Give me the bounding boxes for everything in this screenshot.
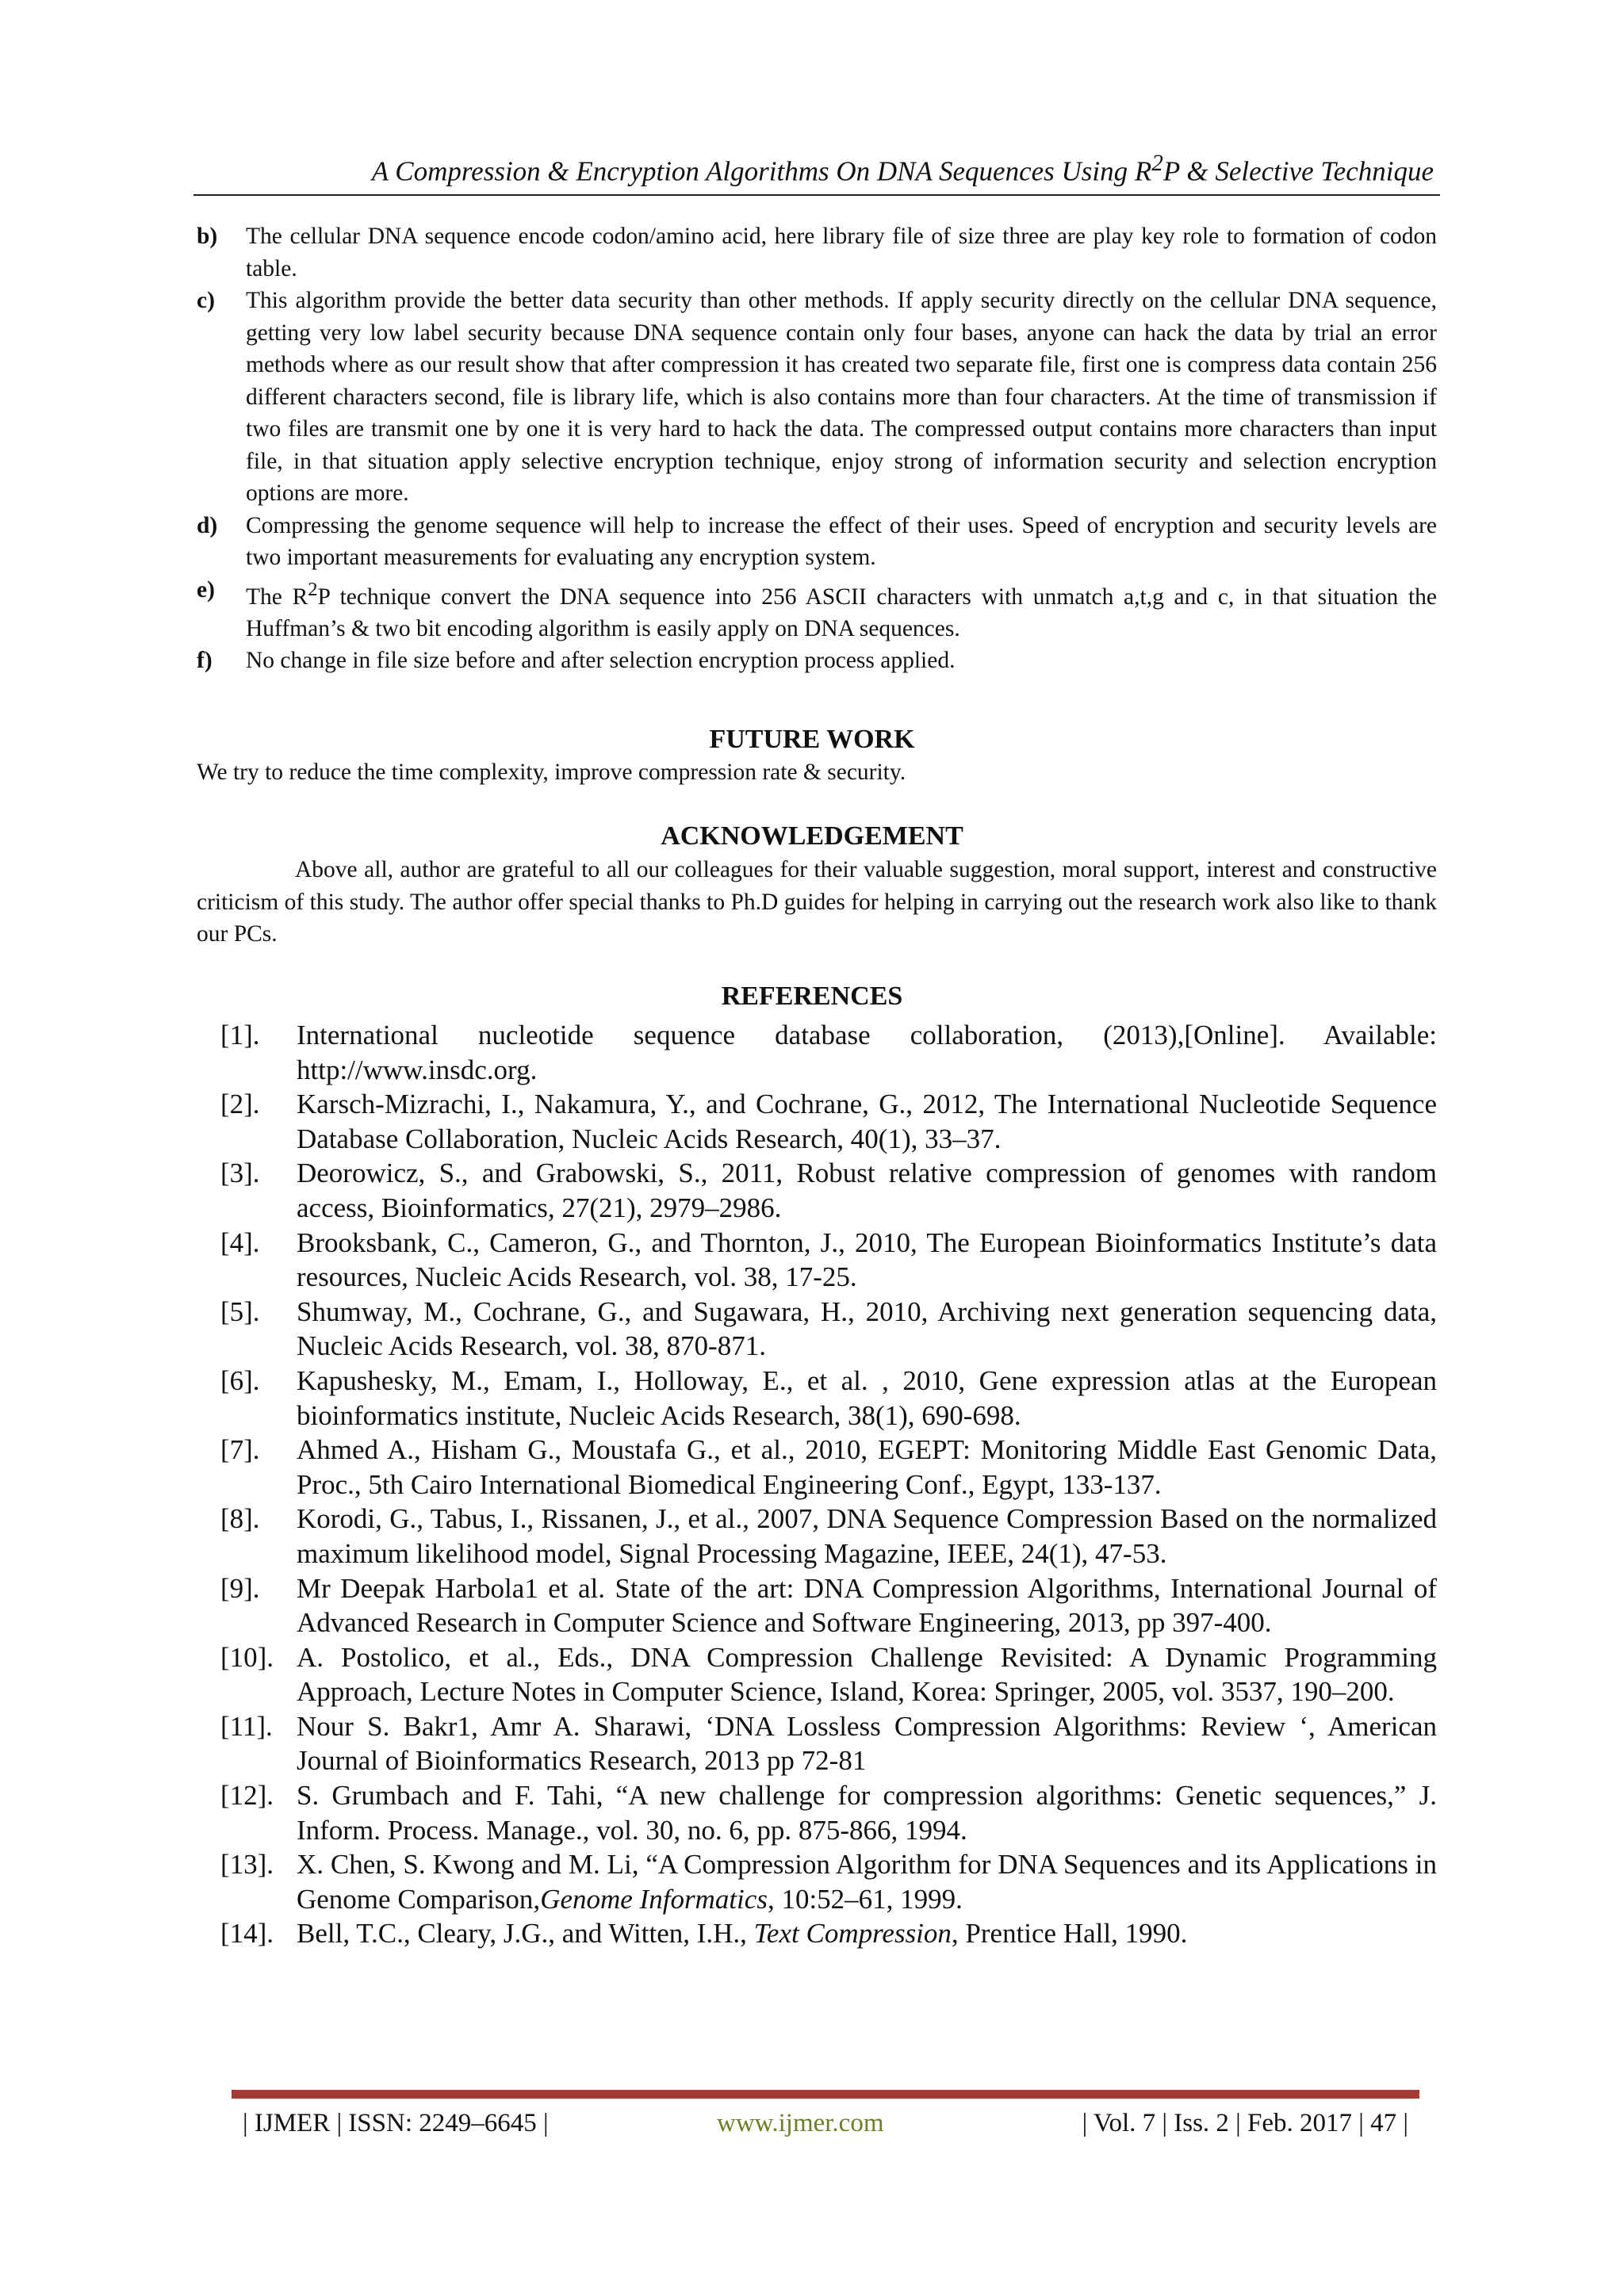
reference-text	[297, 1916, 1437, 1951]
reference-text: International nucleotide sequence database collaboration, (2013),[Online]. Available: http://www.insdc.org.	[297, 1020, 1437, 1085]
acknowledgement-text: Above all, author are grateful to all our colleagues for their valuable suggestion, moral support, interest and constructive criticism of this study. The author offer special thanks to Ph.D guides for helping in carrying out the research work also like to thank our PCs.	[197, 857, 1437, 947]
finding-text	[246, 574, 1437, 645]
footer-rule	[232, 2090, 1419, 2099]
reference-item	[220, 1847, 1437, 1916]
references-list	[220, 1018, 1437, 1951]
references-heading: REFERENCES	[721, 982, 903, 1011]
finding-letter: f)	[197, 648, 213, 674]
finding-letter: c)	[197, 288, 215, 313]
reference-item	[220, 1156, 1437, 1225]
reference-text-part: X. Chen, S. Kwong and M. Li, “A Compression Algorithm for DNA Sequences and its Applications in Genome Comparison,	[297, 1849, 1437, 1915]
footer-website-link[interactable]: www.ijmer.com	[717, 2109, 884, 2137]
reference-number: [8].	[220, 1503, 260, 1535]
finding-letter: d)	[197, 512, 218, 538]
reference-number: [1].	[220, 1020, 260, 1050]
reference-number: [9].	[220, 1572, 260, 1604]
reference-number: [11].	[220, 1710, 273, 1742]
reference-item	[220, 1709, 1437, 1778]
reference-number: [10].	[220, 1641, 274, 1673]
running-header	[270, 151, 1434, 188]
reference-number: [14].	[220, 1918, 274, 1950]
reference-number: [7].	[220, 1434, 260, 1466]
header-title-superscript: 2	[1151, 151, 1163, 176]
reference-text-part: , Prentice Hall, 1990.	[951, 1918, 1188, 1950]
reference-number: [3].	[220, 1158, 260, 1189]
reference-book-title: Text Compression	[753, 1918, 952, 1950]
finding-text: This algorithm provide the better data security than other methods. If apply security directly on the cellular DNA sequence, getting very low label security because DNA sequence contain only four bases, anyone can hack the data by trial an error methods where as our result show that after compression it has created two separate file, first one is compress data contain 256 different characters second, file is library life, which is also contains more than four characters. At the time of transmission if two files are transmit one by one it is very hard to hack the data. The compressed output contains more characters than input file, in that situation apply selective encryption technique, enjoy strong of information security and selection encryption options are more.	[246, 288, 1437, 506]
page-footer	[232, 2109, 1419, 2149]
finding-item	[197, 645, 1437, 677]
reference-item	[220, 1226, 1437, 1295]
reference-item	[220, 1087, 1437, 1156]
finding-letter: e)	[197, 576, 215, 603]
reference-text: Nour S. Bakr1, Amr A. Sharawi, ‘DNA Lossless Compression Algorithms: Review ‘, American Journal of Bioinformatics Research, 2013 pp 72-81	[297, 1710, 1437, 1777]
reference-text: S. Grumbach and F. Tahi, “A new challenge for compression algorithms: Genetic sequences,” J. Inform. Process. Manage., vol. 30, no. 6, pp. 875-866, 1994.	[297, 1780, 1437, 1846]
reference-item	[220, 1295, 1437, 1364]
reference-text: Mr Deepak Harbola1 et al. State of the art: DNA Compression Algorithms, International Journal of Advanced Research in Computer Science and Software Engineering, 2013, pp 397-400.	[297, 1572, 1437, 1639]
future-work-heading: FUTURE WORK	[709, 725, 915, 754]
finding-letter: b)	[197, 224, 218, 249]
reference-item	[220, 1502, 1437, 1571]
reference-number: [6].	[220, 1364, 260, 1396]
finding-text: Compressing the genome sequence will help to increase the effect of their uses. Speed of encryption and security levels are two important measurements for evaluating any encryption system.	[246, 512, 1437, 570]
finding-item	[197, 510, 1437, 574]
findings-list	[197, 220, 1437, 677]
reference-item	[220, 1571, 1437, 1640]
reference-text: Shumway, M., Cochrane, G., and Sugawara, H., 2010, Archiving next generation sequencing data, Nucleic Acids Research, vol. 38, 870-871.	[297, 1295, 1437, 1362]
reference-text: Ahmed A., Hisham G., Moustafa G., et al., 2010, EGEPT: Monitoring Middle East Genomic Data, Proc., 5th Cairo International Biomedical Engineering Conf., Egypt, 133-137.	[297, 1434, 1437, 1500]
header-title-part: A Compression & Encryption Algorithms On DNA Sequences Using R	[371, 155, 1152, 187]
reference-item	[220, 1433, 1437, 1502]
reference-text: A. Postolico, et al., Eds., DNA Compression Challenge Revisited: A Dynamic Programming Approach, Lecture Notes in Computer Science, Island, Korea: Springer, 2005, vol. 3537, 190–200.	[297, 1641, 1437, 1708]
reference-text: Kapushesky, M., Emam, I., Holloway, E., et al. , 2010, Gene expression atlas at the European bioinformatics institute, Nucleic Acids Research, 38(1), 690-698.	[297, 1364, 1437, 1431]
reference-number: [13].	[220, 1849, 274, 1881]
finding-item	[197, 220, 1437, 285]
reference-number: [2].	[220, 1089, 260, 1120]
reference-number: [5].	[220, 1295, 260, 1327]
finding-text-part: The R	[246, 584, 308, 610]
header-title-part: P & Selective Technique	[1162, 155, 1434, 187]
reference-item	[220, 1916, 1437, 1951]
future-work-text: We try to reduce the time complexity, improve compression rate & security.	[197, 760, 906, 785]
reference-text-part: Bell, T.C., Cleary, J.G., and Witten, I.H.,	[297, 1918, 754, 1950]
reference-text: Brooksbank, C., Cameron, G., and Thornton, J., 2010, The European Bioinformatics Institute’s data resources, Nucleic Acids Research, vol. 38, 17-25.	[297, 1226, 1437, 1293]
finding-item	[197, 574, 1437, 645]
reference-number: [12].	[220, 1780, 274, 1812]
reference-text: Korodi, G., Tabus, I., Rissanen, J., et al., 2007, DNA Sequence Compression Based on the normalized maximum likelihood model, Signal Processing Magazine, IEEE, 24(1), 47-53.	[297, 1503, 1437, 1569]
reference-journal: Genome Informatics	[540, 1883, 768, 1915]
finding-item	[197, 285, 1437, 510]
reference-text	[297, 1847, 1437, 1916]
reference-item	[220, 1018, 1437, 1087]
reference-number: [4].	[220, 1226, 260, 1258]
reference-text: Karsch-Mizrachi, I., Nakamura, Y., and Cochrane, G., 2012, The International Nucleotide Sequence Database Collaboration, Nucleic Acids Research, 40(1), 33–37.	[297, 1089, 1437, 1154]
reference-item	[220, 1364, 1437, 1433]
reference-item	[220, 1778, 1437, 1847]
reference-text: Deorowicz, S., and Grabowski, S., 2011, Robust relative compression of genomes with random access, Bioinformatics, 27(21), 2979–2986.	[297, 1158, 1437, 1223]
finding-text: The cellular DNA sequence encode codon/amino acid, here library file of size three are play key role to formation of codon table.	[246, 224, 1437, 281]
finding-text-part: P technique convert the DNA sequence into 256 ASCII characters with unmatch a,t,g and c, in that situation the Huffman’s & two bit encoding algorithm is easily apply on DNA sequences.	[246, 584, 1437, 641]
reference-text-part: , 10:52–61, 1999.	[767, 1883, 963, 1915]
reference-item	[220, 1640, 1437, 1709]
finding-superscript: 2	[308, 578, 318, 600]
acknowledgement-heading: ACKNOWLEDGEMENT	[661, 821, 963, 851]
finding-text: No change in file size before and after selection encryption process applied.	[246, 648, 956, 674]
header-rule	[193, 194, 1440, 196]
footer-volume-page: | Vol. 7 | Iss. 2 | Feb. 2017 | 47 |	[1082, 2109, 1408, 2137]
footer-journal-issn: | IJMER | ISSN: 2249–6645 |	[243, 2109, 549, 2137]
